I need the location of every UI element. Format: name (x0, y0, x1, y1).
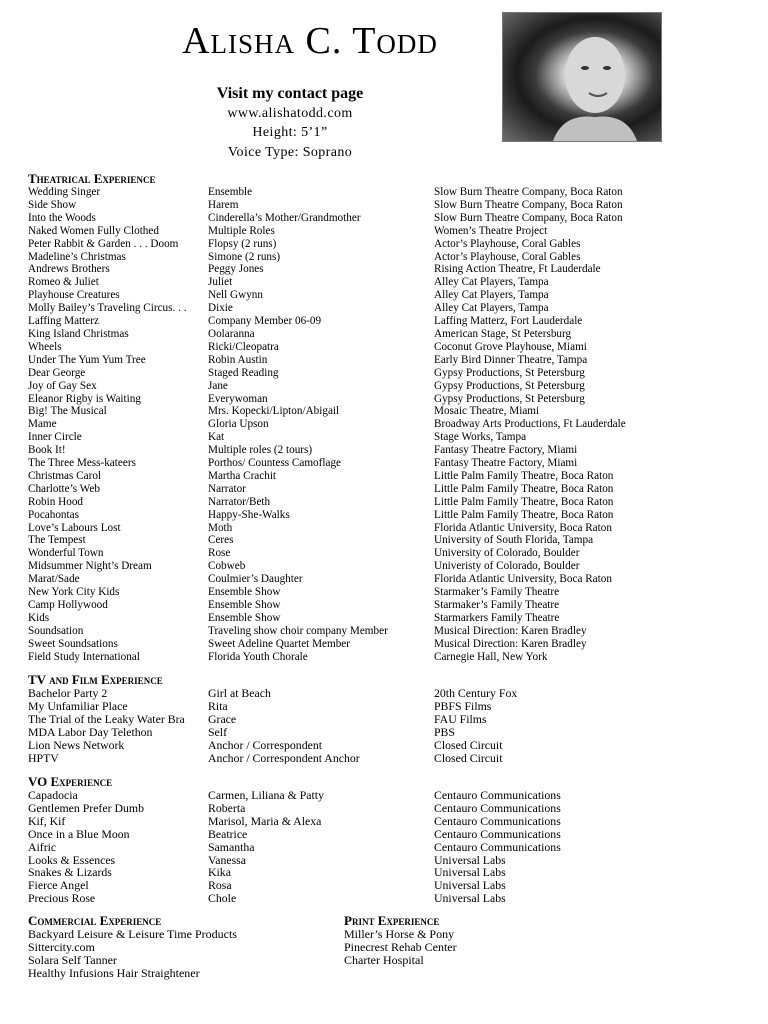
theatrical-row (28, 638, 748, 651)
vo-row (28, 802, 748, 815)
production: Lion News Network (28, 738, 125, 752)
role: Cobweb (208, 560, 246, 573)
role: Everywoman (208, 392, 268, 405)
theatrical-row (28, 599, 748, 612)
company: Florida Atlantic University, Boca Raton (434, 521, 612, 534)
voice-type: Voice Type: Soprano (227, 144, 353, 160)
company: Slow Burn Theatre Company, Boca Raton (434, 198, 623, 211)
role: Oolaranna (208, 327, 255, 340)
production: Kif, Kif (28, 814, 66, 828)
role: Anchor / Correspondent Anchor (208, 751, 360, 765)
production: Robin Hood (28, 495, 84, 508)
production: Inner Circle (28, 431, 82, 444)
company: American Stage, St Petersburg (434, 327, 572, 340)
company: Florida Atlantic University, Boca Raton (434, 573, 612, 586)
company: Slow Burn Theatre Company, Boca Raton (434, 186, 623, 198)
theatrical-row (28, 547, 748, 560)
role: Nell Gwynn (208, 289, 263, 302)
company: Early Bird Dinner Theatre, Tampa (434, 353, 588, 366)
theatrical-row (28, 444, 748, 457)
theatrical-row (28, 560, 748, 573)
role: Moth (208, 521, 233, 534)
headshot-image (503, 13, 661, 141)
company: Little Palm Family Theatre, Boca Raton (434, 469, 614, 482)
company: Fantasy Theatre Factory, Miami (434, 457, 578, 470)
contact-block (160, 84, 420, 162)
company: Starmarkers Family Theatre (434, 611, 560, 624)
role: Florida Youth Chorale (208, 650, 308, 663)
role: Sweet Adeline Quartet Member (208, 637, 350, 650)
tv_film-row (28, 739, 748, 752)
production: Gentlemen Prefer Dumb (28, 801, 144, 815)
website[interactable]: www.alishatodd.com (227, 105, 353, 121)
section-title-theatrical: Theatrical Experience (28, 171, 156, 186)
company: Actor’s Playhouse, Coral Gables (434, 250, 581, 263)
theatrical-row (28, 483, 748, 496)
company: Closed Circuit (434, 738, 503, 752)
theatrical-row (28, 625, 748, 638)
company: Alley Cat Players, Tampa (434, 289, 549, 302)
company: Gypsy Productions, St Petersburg (434, 379, 585, 392)
theatrical-row (28, 212, 748, 225)
role: Porthos/ Countess Camoflage (208, 457, 341, 470)
theatrical-row (28, 302, 748, 315)
role: Girl at Beach (208, 687, 271, 700)
company: Centauro Communications (434, 814, 561, 828)
vo-row (28, 854, 748, 867)
company: FAU Films (434, 712, 487, 726)
production: Kids (28, 611, 50, 624)
theatrical-row (28, 534, 748, 547)
role: Jane (208, 379, 228, 392)
print-item: Pinecrest Rehab Center (344, 939, 457, 954)
company: Slow Burn Theatre Company, Boca Raton (434, 211, 623, 224)
production: Wedding Singer (28, 186, 101, 198)
role: Company Member 06-09 (208, 315, 322, 328)
company: Broadway Arts Productions, Ft Lauderdale (434, 418, 626, 431)
theatrical-row (28, 354, 748, 367)
role: Martha Crachit (208, 469, 277, 482)
role: Juliet (208, 276, 233, 289)
role: Happy-She-Walks (208, 508, 290, 521)
theatrical-list (28, 186, 748, 664)
role: Kat (208, 431, 225, 444)
name-heading: Alisha C. Todd (182, 20, 438, 62)
production: The Trial of the Leaky Water Bra (28, 712, 185, 726)
production: Big! The Musical (28, 405, 107, 418)
theatrical-row (28, 470, 748, 483)
theatrical-row (28, 522, 748, 535)
production: Field Study International (28, 650, 140, 663)
production: Side Show (28, 198, 77, 211)
company: Little Palm Family Theatre, Boca Raton (434, 495, 614, 508)
production: Mame (28, 418, 57, 431)
theatrical-row (28, 225, 748, 238)
role: Multiple roles (2 tours) (208, 444, 313, 457)
height: Height: 5’1” (252, 125, 328, 140)
role: Mrs. Kopecki/Lipton/Abigail (208, 405, 340, 418)
production: Charlotte’s Web (28, 482, 100, 495)
company: Closed Circuit (434, 751, 503, 765)
production: The Three Mess-kateers (28, 457, 136, 470)
production: Fierce Angel (28, 879, 89, 893)
role: Staged Reading (208, 366, 279, 379)
production: Molly Bailey’s Traveling Circus. . . (28, 302, 187, 315)
production: Wheels (28, 340, 62, 353)
role: Multiple Roles (208, 224, 275, 237)
production: Andrews Brothers (28, 263, 110, 276)
production: Under The Yum Yum Tree (28, 353, 146, 366)
role: Ensemble Show (208, 611, 281, 624)
production: Sweet Soundsations (28, 637, 118, 650)
role: Marisol, Maria & Alexa (208, 814, 322, 828)
vo-section (28, 775, 748, 905)
role: Coulmier’s Daughter (208, 573, 303, 586)
commercial-item: Solara Self Tanner (28, 952, 117, 967)
commercial-section (28, 914, 358, 980)
section-title-commercial: Commercial Experience (28, 913, 162, 928)
company: Gypsy Productions, St Petersburg (434, 392, 585, 405)
theatrical-row (28, 651, 748, 664)
role: Carmen, Liliana & Patty (208, 789, 324, 802)
theatrical-row (28, 457, 748, 470)
production: Naked Women Fully Clothed (28, 224, 159, 237)
theatrical-row (28, 586, 748, 599)
production: Snakes & Lizards (28, 866, 112, 880)
print-item: Charter Hospital (344, 952, 424, 967)
theatrical-row (28, 367, 748, 380)
role: Kika (208, 866, 231, 880)
print-section (344, 914, 674, 967)
theatrical-row (28, 418, 748, 431)
theatrical-row (28, 251, 748, 264)
production: Into the Woods (28, 211, 96, 224)
print-item: Miller’s Horse & Pony (344, 927, 455, 941)
tv_film-row (28, 713, 748, 726)
role: Ricki/Cleopatra (208, 340, 279, 353)
role: Rosa (208, 879, 232, 893)
production: Laffing Matterz (28, 315, 99, 328)
company: Musical Direction: Karen Bradley (434, 637, 587, 650)
company: Universal Labs (434, 892, 506, 906)
role: Samantha (208, 840, 255, 854)
company: Stage Works, Tampa (434, 431, 527, 444)
role: Flopsy (2 runs) (208, 237, 277, 250)
company: Musical Direction: Karen Bradley (434, 624, 587, 637)
production: Looks & Essences (28, 853, 116, 867)
production: Madeline’s Christmas (28, 250, 126, 263)
theatrical-row (28, 380, 748, 393)
company: Gypsy Productions, St Petersburg (434, 366, 585, 379)
contact-page-link[interactable]: Visit my contact page (216, 85, 364, 102)
theatrical-row (28, 341, 748, 354)
theatrical-row (28, 276, 748, 289)
role: Chole (208, 892, 237, 906)
theatrical-row (28, 393, 748, 406)
tv-film-section (28, 673, 748, 764)
production: MDA Labor Day Telethon (28, 725, 153, 739)
company: University of South Florida, Tampa (434, 534, 594, 547)
print-list (344, 928, 674, 967)
production: Midsummer Night’s Dream (28, 560, 152, 573)
vo-row (28, 841, 748, 854)
role: Ensemble (208, 186, 253, 198)
company: Women’s Theatre Project (434, 224, 548, 237)
tv-film-list (28, 687, 748, 764)
commercial-item: Backyard Leisure & Leisure Time Products (28, 927, 237, 941)
theatrical-row (28, 328, 748, 341)
vo-list (28, 789, 748, 905)
production: New York City Kids (28, 586, 120, 599)
role: Dixie (208, 302, 233, 315)
role: Anchor / Correspondent (208, 738, 323, 752)
production: The Tempest (28, 534, 86, 547)
role: Traveling show choir company Member (208, 624, 388, 637)
role: Ensemble Show (208, 599, 281, 611)
company: Starmaker’s Family Theatre (434, 599, 560, 611)
tv_film-row (28, 726, 748, 739)
role: Gloria Upson (208, 418, 269, 431)
section-title-print: Print Experience (344, 913, 440, 928)
production: Playhouse Creatures (28, 289, 120, 302)
production: Book It! (28, 444, 66, 457)
company: University of Colorado, Boulder (434, 547, 580, 560)
production: Joy of Gay Sex (28, 379, 97, 392)
tv_film-row (28, 752, 748, 765)
role: Narrator (208, 482, 246, 495)
commercial-item: Healthy Infusions Hair Straightener (28, 965, 200, 980)
production: Romeo & Juliet (28, 276, 99, 289)
company: Little Palm Family Theatre, Boca Raton (434, 508, 614, 521)
production: Bachelor Party 2 (28, 687, 108, 700)
commercial-item: Sittercity.com (28, 939, 95, 954)
production: Love’s Labours Lost (28, 521, 121, 534)
company: Little Palm Family Theatre, Boca Raton (434, 482, 614, 495)
company: Universal Labs (434, 866, 506, 880)
role: Grace (208, 712, 237, 726)
company: Fantasy Theatre Factory, Miami (434, 444, 578, 457)
company: Centauro Communications (434, 789, 561, 802)
production: Eleanor Rigby is Waiting (28, 392, 141, 405)
vo-row (28, 789, 748, 802)
role: Roberta (208, 801, 246, 815)
theatrical-row (28, 263, 748, 276)
theatrical-row (28, 612, 748, 625)
company: 20th Century Fox (434, 687, 518, 700)
theatrical-row (28, 199, 748, 212)
company: PBFS Films (434, 699, 492, 713)
company: Universal Labs (434, 879, 506, 893)
tv_film-row (28, 687, 748, 700)
theatrical-row (28, 289, 748, 302)
tv_film-row (28, 700, 748, 713)
company: Centauro Communications (434, 801, 561, 815)
company: Coconut Grove Playhouse, Miami (434, 340, 587, 353)
vo-row (28, 879, 748, 892)
production: Dear George (28, 366, 86, 379)
role: Cinderella’s Mother/Grandmother (208, 211, 361, 224)
role: Ceres (208, 534, 234, 547)
production: Christmas Carol (28, 469, 102, 482)
vo-row (28, 866, 748, 879)
role: Vanessa (208, 853, 246, 867)
production: Precious Rose (28, 892, 96, 906)
role: Narrator/Beth (208, 495, 271, 508)
company: Centauro Communications (434, 827, 561, 841)
company: Rising Action Theatre, Ft Lauderdale (434, 263, 601, 276)
company: Starmaker’s Family Theatre (434, 586, 560, 599)
company: Mosaic Theatre, Miami (434, 405, 540, 418)
theatrical-row (28, 238, 748, 251)
theatrical-row (28, 496, 748, 509)
production: King Island Christmas (28, 327, 129, 340)
role: Ensemble Show (208, 586, 281, 599)
theatrical-row (28, 405, 748, 418)
production: Marat/Sade (28, 573, 80, 586)
theatrical-row (28, 573, 748, 586)
company: Alley Cat Players, Tampa (434, 276, 549, 289)
company: Universal Labs (434, 853, 506, 867)
role: Robin Austin (208, 353, 268, 366)
vo-row (28, 815, 748, 828)
role: Peggy Jones (208, 263, 264, 276)
company: Carnegie Hall, New York (434, 650, 548, 663)
company: Univeristy of Colorado, Boulder (434, 560, 580, 573)
theatrical-row (28, 315, 748, 328)
role: Rita (208, 699, 228, 713)
role: Rose (208, 547, 231, 560)
production: My Unfamiliar Place (28, 699, 128, 713)
production: Camp Hollywood (28, 599, 108, 611)
theatrical-section (28, 172, 748, 664)
section-title-vo: VO Experience (28, 774, 113, 789)
production: Wonderful Town (28, 547, 104, 560)
production: Capadocia (28, 789, 78, 802)
company: Centauro Communications (434, 840, 561, 854)
theatrical-row (28, 431, 748, 444)
section-title-tv-film: TV and Film Experience (28, 672, 163, 687)
theatrical-row (28, 509, 748, 522)
company: PBS (434, 725, 455, 739)
company: Laffing Matterz, Fort Lauderdale (434, 315, 583, 328)
role: Harem (208, 198, 239, 211)
role: Simone (2 runs) (208, 250, 281, 263)
theatrical-row (28, 186, 748, 199)
production: Once in a Blue Moon (28, 827, 130, 841)
commercial-list (28, 928, 358, 980)
company: Actor’s Playhouse, Coral Gables (434, 237, 581, 250)
headshot-photo (502, 12, 662, 142)
role: Beatrice (208, 827, 248, 841)
production: Peter Rabbit & Garden . . . Doom (28, 237, 179, 250)
company: Alley Cat Players, Tampa (434, 302, 549, 315)
role: Self (208, 725, 228, 739)
production: HPTV (28, 751, 59, 765)
production: Pocahontas (28, 508, 79, 521)
vo-row (28, 892, 748, 905)
production: Soundsation (28, 624, 84, 637)
production: Aifric (28, 840, 57, 854)
vo-row (28, 828, 748, 841)
